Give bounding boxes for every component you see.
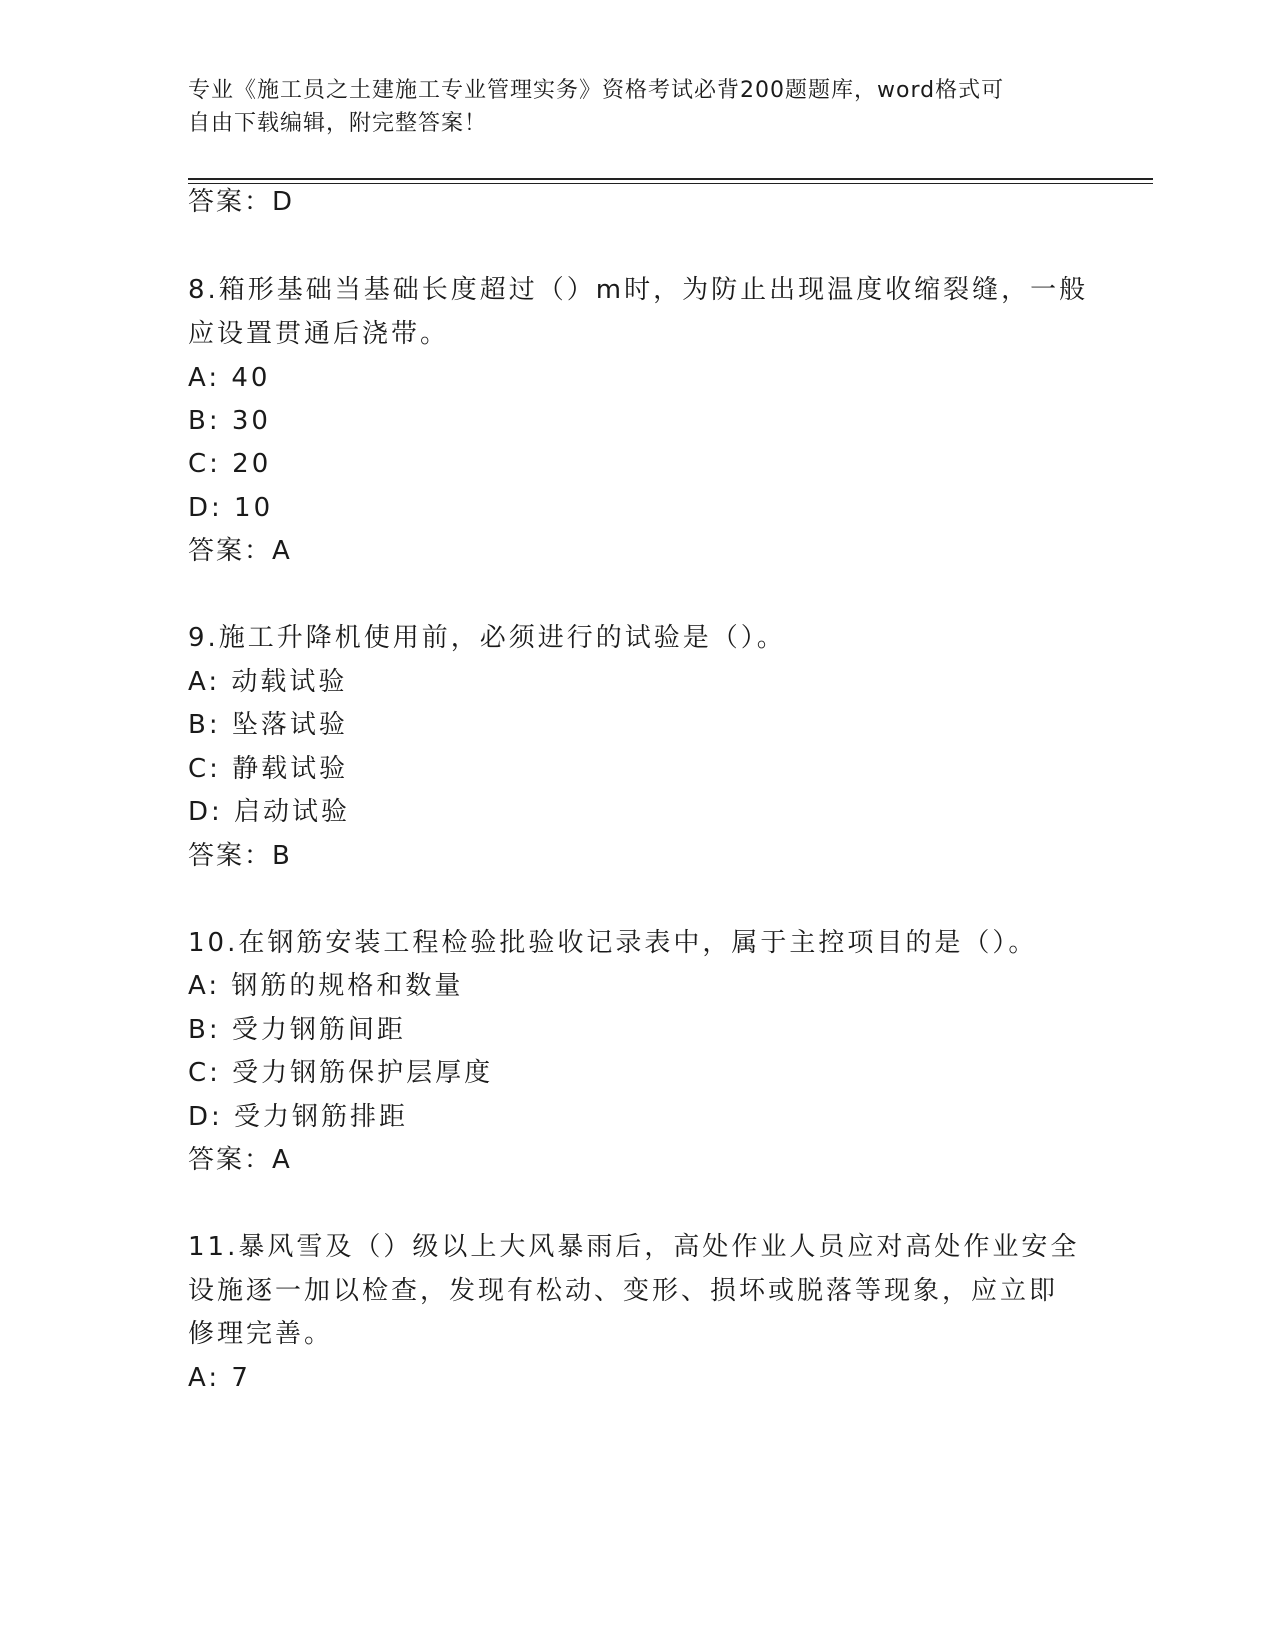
previous-answer: 答案：D bbox=[188, 187, 295, 217]
question-11-stem-line-2: 设施逐一加以检查，发现有松动、变形、损坏或脱落等现象，应立即 bbox=[188, 1276, 1059, 1306]
question-11-stem-line-1: 11.暴风雪及（）级以上大风暴雨后，高处作业人员应对高处作业安全 bbox=[188, 1232, 1080, 1262]
question-10-option-a: A: 钢筋的规格和数量 bbox=[188, 971, 464, 1001]
question-10-option-b: B: 受力钢筋间距 bbox=[188, 1015, 406, 1045]
question-8-option-a: A: 40 bbox=[188, 363, 271, 393]
question-10-option-c: C: 受力钢筋保护层厚度 bbox=[188, 1058, 494, 1088]
question-9-option-c: C: 静载试验 bbox=[188, 754, 349, 784]
question-9-option-a: A: 动载试验 bbox=[188, 667, 348, 697]
question-8-option-b: B: 30 bbox=[188, 406, 271, 436]
header-divider-thin bbox=[188, 183, 1153, 184]
header-line-1: 专业《施工员之土建施工专业管理实务》资格考试必背200题题库，word格式可 bbox=[188, 78, 1005, 103]
question-9-option-d: D: 启动试验 bbox=[188, 797, 351, 827]
question-8-stem-line-1: 8.箱形基础当基础长度超过（）m时，为防止出现温度收缩裂缝，一般 bbox=[188, 275, 1089, 305]
header-line-2: 自由下载编辑，附完整答案！ bbox=[188, 111, 488, 136]
question-11-stem-line-3: 修理完善。 bbox=[188, 1319, 334, 1349]
question-8-option-d: D: 10 bbox=[188, 493, 274, 523]
question-11-option-a: A: 7 bbox=[188, 1363, 251, 1393]
question-10-answer: 答案：A bbox=[188, 1145, 292, 1175]
question-9-answer: 答案：B bbox=[188, 841, 292, 871]
question-9-stem-line-1: 9.施工升降机使用前，必须进行的试验是（）。 bbox=[188, 623, 786, 653]
question-8-stem-line-2: 应设置贯通后浇带。 bbox=[188, 319, 450, 349]
question-8-option-c: C: 20 bbox=[188, 449, 272, 479]
question-10-option-d: D: 受力钢筋排距 bbox=[188, 1102, 409, 1132]
question-8-answer: 答案：A bbox=[188, 536, 292, 566]
question-10-stem-line-1: 10.在钢筋安装工程检验批验收记录表中，属于主控项目的是（）。 bbox=[188, 928, 1038, 958]
document-header bbox=[188, 74, 1068, 140]
question-9-option-b: B: 坠落试验 bbox=[188, 710, 348, 740]
header-divider-thick bbox=[188, 178, 1153, 180]
